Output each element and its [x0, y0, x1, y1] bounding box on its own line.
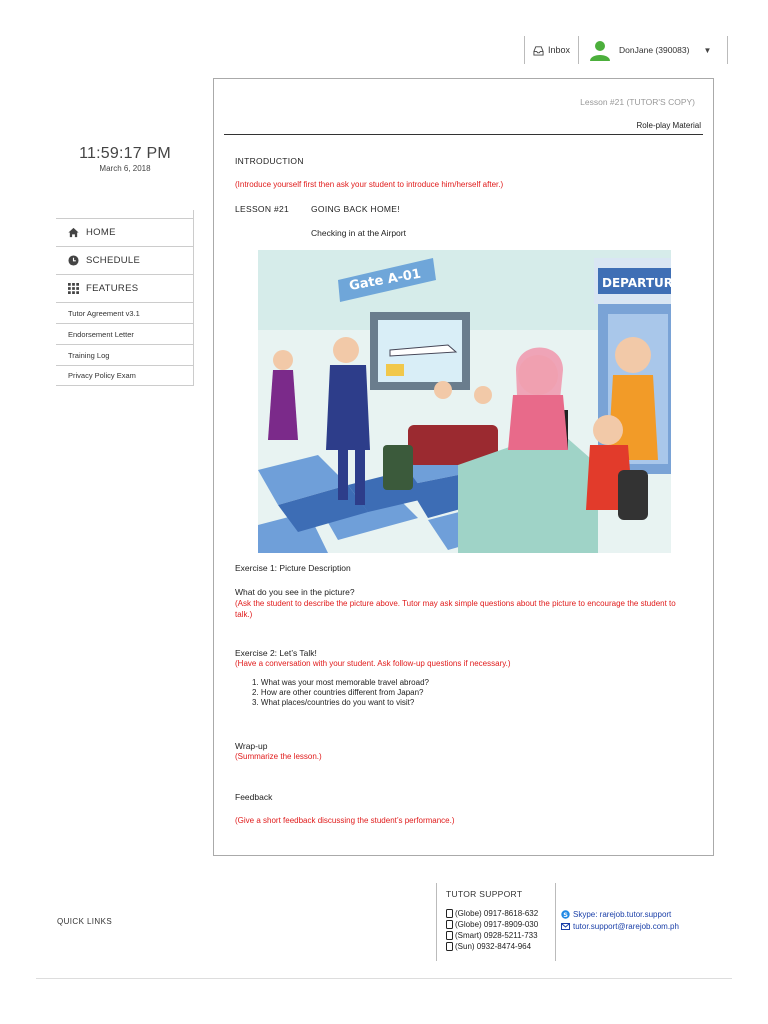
email-link[interactable]: tutor.support@rarejob.com.ph [561, 920, 679, 932]
user-name: DonJane (390083) [619, 45, 690, 55]
avatar [589, 39, 611, 61]
home-icon [68, 227, 79, 238]
phone-icon [446, 909, 453, 918]
exercise2-instruction: (Have a conversation with your student. Ask follow-up questions if necessary.) [235, 659, 511, 668]
sidebar-item-endorsement-letter[interactable]: Endorsement Letter [56, 323, 193, 344]
lesson-number: LESSON #21 [235, 204, 290, 214]
intro-heading: INTRODUCTION [235, 156, 304, 166]
sidebar-nav [56, 210, 194, 386]
sidebar-item-features[interactable] [56, 274, 193, 302]
list-item: 3. What places/countries do you want to visit? [252, 698, 415, 707]
exercise1-heading: Exercise 1: Picture Description [235, 563, 351, 573]
clock-time: 11:59:17 PM [79, 145, 171, 162]
airport-illustration [258, 250, 690, 553]
sidebar-item-training-log[interactable]: Training Log [56, 344, 193, 365]
list-item: 1. What was your most memorable travel abroad? [252, 678, 429, 687]
divider [727, 36, 728, 64]
phone-icon [446, 920, 453, 929]
material-type: Role-play Material [636, 121, 701, 130]
phone-icon [446, 931, 453, 940]
lesson-tag: Lesson #21 (TUTOR'S COPY) [580, 97, 695, 107]
top-bar [524, 36, 728, 64]
skype-icon [561, 910, 570, 919]
sidebar-item-label: HOME [86, 227, 116, 238]
clock-icon [68, 255, 79, 266]
phone-number: (Globe) 0917-8618-632 [446, 908, 555, 919]
chevron-down-icon[interactable]: ▼ [703, 45, 712, 55]
wrapup-heading: Wrap-up [235, 741, 268, 751]
tutor-support [436, 883, 556, 961]
support-contacts [561, 908, 679, 932]
intro-instruction: (Introduce yourself first then ask your student to introduce him/herself after.) [235, 180, 504, 189]
inbox-icon [533, 45, 544, 56]
exercise2-heading: Exercise 2: Let’s Talk! [235, 648, 317, 658]
departures-sign: DEPARTURES [602, 276, 690, 290]
wrapup-instruction: (Summarize the lesson.) [235, 752, 322, 761]
feedback-heading: Feedback [235, 792, 273, 802]
lesson-subtitle: Checking in at the Airport [311, 228, 406, 238]
list-item: 2. How are other countries different from Japan? [252, 688, 424, 697]
sidebar-item-label: SCHEDULE [86, 255, 141, 266]
grid-icon [68, 283, 79, 294]
phone-number: (Sun) 0932-8474-964 [446, 941, 555, 952]
quick-links-heading: QUICK LINKS [57, 917, 113, 926]
clock-date: March 6, 2018 [99, 164, 151, 173]
phone-number: (Smart) 0928-5211-733 [446, 930, 555, 941]
user-menu[interactable] [579, 39, 719, 61]
skype-link[interactable]: S Skype: rarejob.tutor.support [561, 908, 679, 920]
divider [224, 134, 703, 135]
feedback-instruction: (Give a short feedback discussing the student’s performance.) [235, 816, 455, 825]
phone-icon [446, 942, 453, 951]
support-title: TUTOR SUPPORT [446, 889, 523, 899]
svg-text:S: S [563, 910, 568, 919]
exercise1-question: What do you see in the picture? [235, 587, 355, 597]
exercise1-instruction: (Ask the student to describe the picture above. Tutor may ask simple questions about the picture to encourage the student to talk.) [235, 599, 676, 619]
divider [36, 978, 732, 979]
inbox-button[interactable] [525, 45, 578, 56]
clock [58, 145, 192, 173]
envelope-icon [561, 922, 570, 931]
sidebar-item-label: FEATURES [86, 283, 139, 294]
exercise2-questions [252, 678, 429, 708]
lesson-title: GOING BACK HOME! [311, 204, 400, 214]
sidebar-item-home[interactable] [56, 218, 193, 246]
inbox-label: Inbox [548, 45, 571, 55]
sidebar-item-schedule[interactable] [56, 246, 193, 274]
sidebar-item-tutor-agreement[interactable]: Tutor Agreement v3.1 [56, 302, 193, 323]
sidebar-item-privacy-policy-exam[interactable]: Privacy Policy Exam [56, 365, 193, 386]
phone-number: (Globe) 0917-8909-030 [446, 919, 555, 930]
lesson-card [213, 78, 714, 856]
gate-sign: Gate A-01 [348, 266, 423, 294]
